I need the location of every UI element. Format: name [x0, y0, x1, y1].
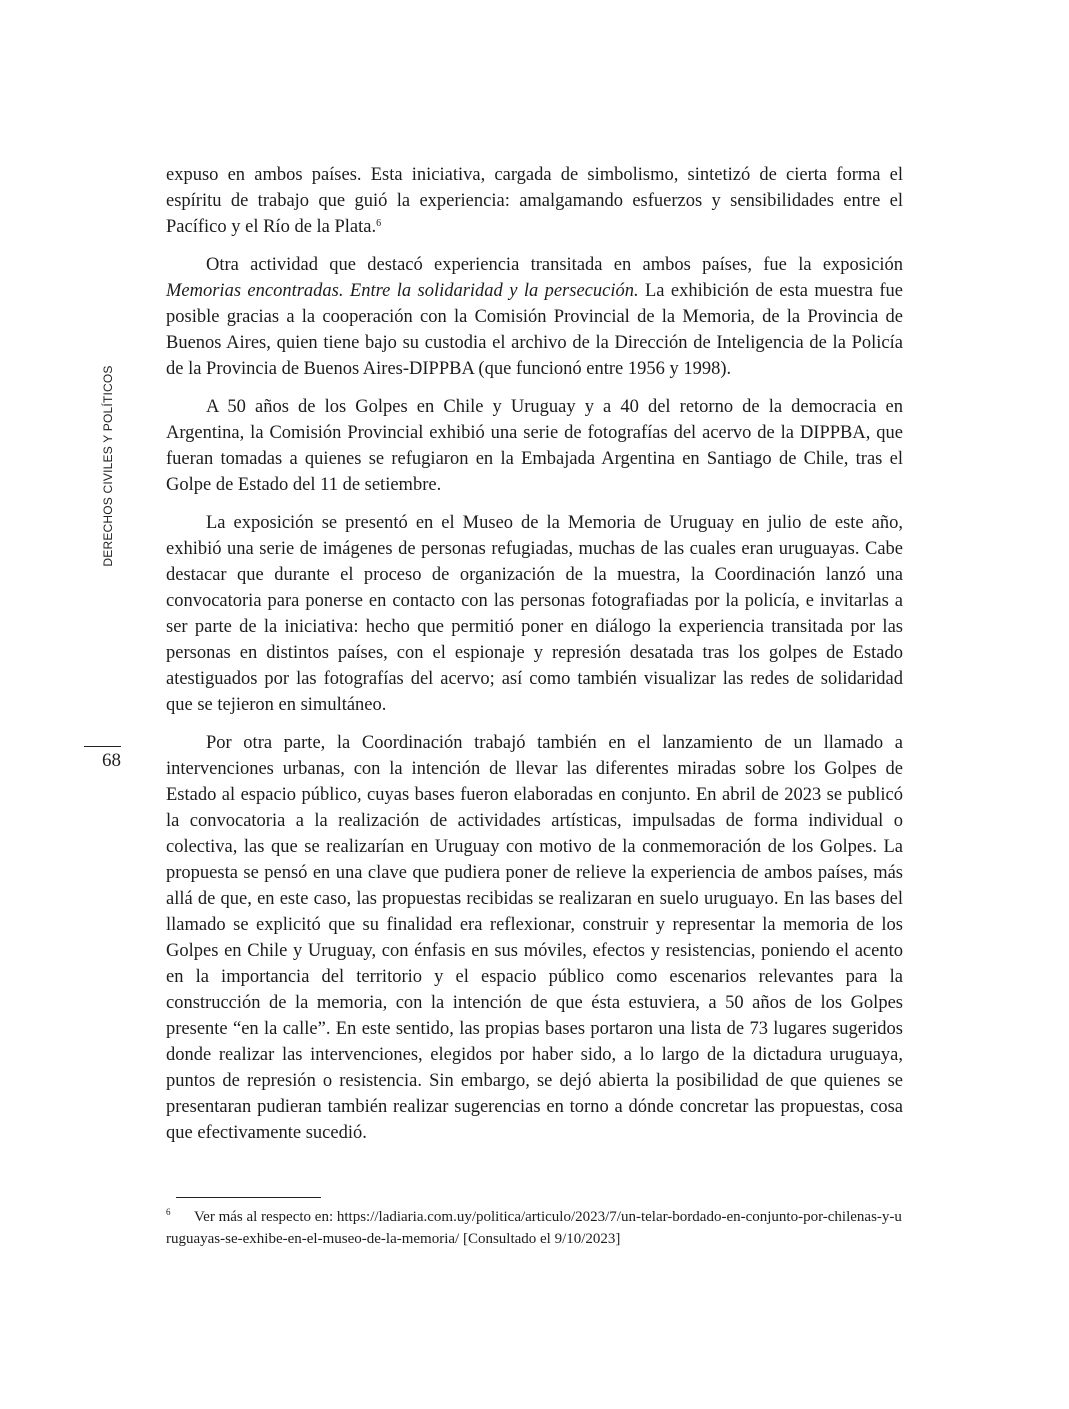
paragraph-1: [166, 162, 903, 240]
footnote: 6 Ver más al respecto en: https://ladiaria.com.uy/politica/articulo/2023/7/un-telar-bordado-en-conjunto-por-chilenas-y-uruguayas-se-exhibe-en-el-museo-de-la-memoria/ [Consultado el 9/10/2023]: [166, 1206, 902, 1247]
footnote-text: Ver más al respecto en: https://ladiaria.com.uy/politica/articulo/2023/7/un-telar-bordado-en-conjunto-por-chilenas-y-uruguayas-se-exhibe-en-el-museo-de-la-memoria/ [Consultado el 9/10/2023]: [166, 1209, 902, 1247]
paragraph-2-intro: Otra actividad que destacó experiencia transitada en ambos países, fue la exposición: [206, 255, 903, 275]
body-text: [166, 162, 903, 1158]
paragraph-1-text: expuso en ambos países. Esta iniciativa, cargada de simbolismo, sintetizó de cierta forma el espíritu de trabajo que guió la experiencia: amalgamando esfuerzos y sensibilidades entre el Pacífico y el Río de la Plata.: [166, 165, 903, 237]
exhibition-title: Memorias encontradas. Entre la solidaridad y la persecución.: [166, 281, 639, 301]
footnote-separator: [176, 1197, 321, 1198]
page-number-rule: [84, 746, 121, 747]
paragraph-5: Por otra parte, la Coordinación trabajó también en el lanzamiento de un llamado a intervenciones urbanas, con la intención de llevar las diferentes miradas sobre los Golpes de Estado al espacio público, cuyas bases fueron elaboradas en conjunto. En abril de 2023 se publicó la convocatoria a la realización de actividades artísticas, impulsadas de forma individual o colectiva, las que se realizarían en Uruguay con motivo de la conmemoración de los Golpes. La propuesta se pensó en una clave que pudiera poner de relieve la experiencia de ambos países, más allá de que, en este caso, las propuestas recibidas se realizaran en suelo uruguayo. En las bases del llamado se explicitó que su finalidad era reflexionar, construir y representar la memoria de los Golpes en Chile y Uruguay, con énfasis en sus móviles, efectos y resistencias, poniendo el acento en la importancia del territorio y el espacio público como escenarios relevantes para la construcción de la memoria, con la intención de que ésta estuviera, a 50 años de los Golpes presente “en la calle”. En este sentido, las propias bases portaron una lista de 73 lugares sugeridos donde realizar las intervenciones, elegidos por haber sido, a lo largo de la dictadura uruguaya, puntos de represión o resistencia. Sin embargo, se dejó abierta la posibilidad de que quienes se presentaran pudieran también realizar sugerencias en torno a dónde concretar las propuestas, cosa que efectivamente sucedió.: [166, 733, 903, 1143]
paragraph-2-rest: La exhibición de esta muestra fue posible gracias a la cooperación con la Comisión Provincial de la Memoria, de la Provincia de Buenos Aires, quien tiene bajo su custodia el archivo de la Dirección de Inteligencia de la Policía de la Provincia de Buenos Aires-DIPPBA (que funcionó entre 1956 y 1998).: [166, 281, 903, 379]
paragraph-3: A 50 años de los Golpes en Chile y Uruguay y a 40 del retorno de la democracia en Argentina, la Comisión Provincial exhibió una serie de fotografías del acervo de la DIPPBA, que fueran tomadas a quienes se refugiaron en la Embajada Argentina en Santiago de Chile, tras el Golpe de Estado del 11 de setiembre.: [166, 397, 903, 495]
page-number: 68: [102, 750, 121, 771]
paragraph-4: La exposición se presentó en el Museo de la Memoria de Uruguay en julio de este año, exhibió una serie de imágenes de personas refugiadas, muchas de las cuales eran uruguayas. Cabe destacar que durante el proceso de organización de la muestra, la Coordinación lanzó una convocatoria para ponerse en contacto con las personas fotografiadas por la policía, e invitarlas a ser parte de la iniciativa: hecho que permitió poner en diálogo la experiencia transitada por las personas en distintos países, con el espionaje y represión desatada tras los golpes de Estado atestiguados por las fotografías del acervo; así como también visualizar las redes de solidaridad que se tejieron en simultáneo.: [166, 513, 903, 715]
footnote-reference: 6: [376, 218, 382, 229]
running-head: DERECHOS CIVILES Y POLÍTICOS: [101, 365, 115, 567]
paragraph-2: [166, 252, 903, 382]
